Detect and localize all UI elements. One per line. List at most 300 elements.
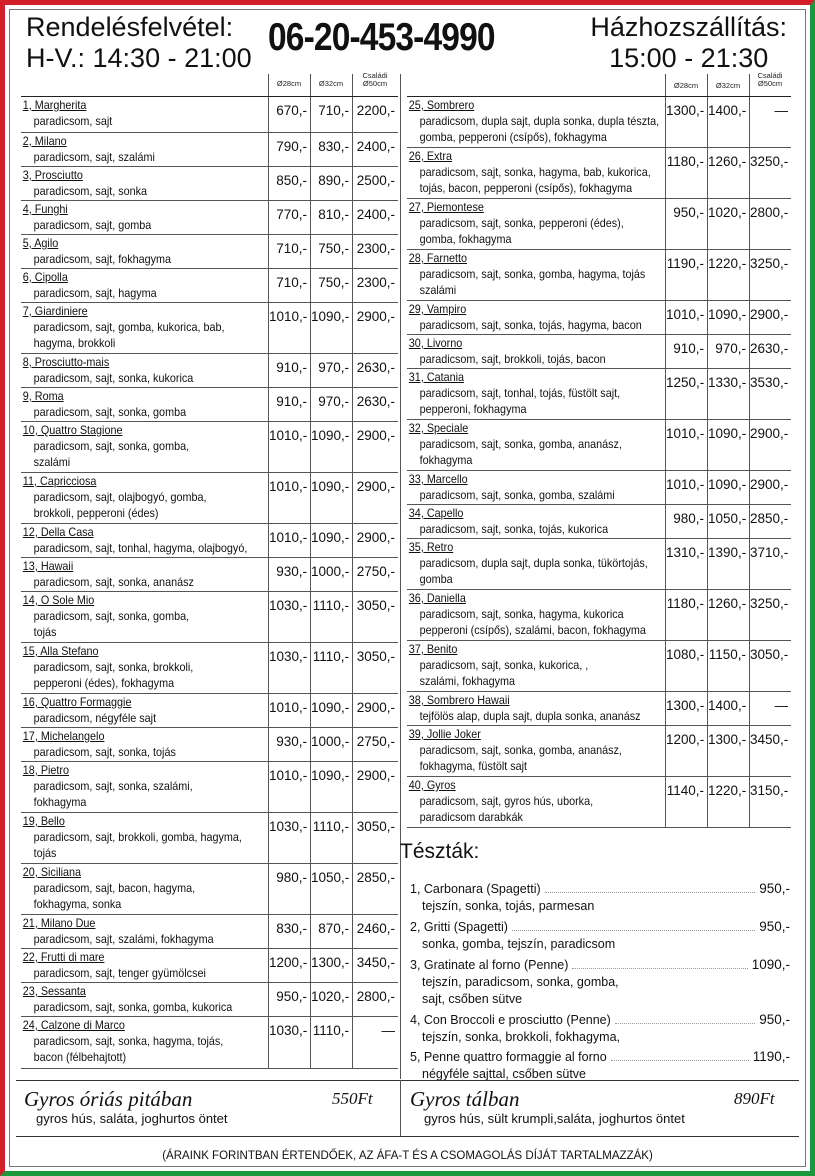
price-p3: 2750,- <box>352 558 398 591</box>
pasta-price: 950,- <box>759 1012 790 1027</box>
price-p3: 2900,- <box>352 762 398 812</box>
pizza-name: 21, Milano Due <box>22 916 96 930</box>
size-header-50-right: Ø50cm <box>757 79 783 88</box>
price-p2: 1110,- <box>310 592 352 642</box>
price-p1: 1030,- <box>268 813 310 863</box>
pasta-line <box>410 1011 790 1029</box>
pizza-ingredients: szalámi <box>33 455 71 469</box>
price-p1: 1010,- <box>268 303 310 353</box>
pizza-text <box>407 97 660 145</box>
price-p2: 1020,- <box>707 199 749 249</box>
price-p2: 1300,- <box>310 949 352 982</box>
pizza-name: 1, Margherita <box>22 98 87 112</box>
price-p3: — <box>749 692 791 725</box>
price-p2: 1050,- <box>310 864 352 914</box>
pizza-ingredients: paradicsom, négyféle sajt <box>33 711 157 725</box>
pizza-row <box>407 726 791 777</box>
price-p3: 2300,- <box>352 269 398 302</box>
price-p1: 1190,- <box>665 250 707 300</box>
pizza-row <box>21 915 398 949</box>
price-p1: 1310,- <box>665 539 707 589</box>
price-p1: 710,- <box>268 269 310 302</box>
order-time: H-V.: 14:30 - 21:00 <box>26 43 252 73</box>
size-header-32: Ø32cm <box>318 79 344 88</box>
pizza-ingredients: fokhagyma <box>33 795 87 809</box>
price-p1: 1010,- <box>665 420 707 470</box>
pizza-ingredients: szalámi, fokhagyma <box>419 674 516 688</box>
pizza-ingredients: paradicsom, sajt <box>33 114 113 128</box>
pizza-name: 2, Milano <box>22 134 67 148</box>
pizza-text <box>407 726 639 774</box>
size-header-family <box>352 72 398 88</box>
price-p2: 1000,- <box>310 558 352 591</box>
pizza-name: 23, Sessanta <box>22 984 86 998</box>
dot-leader <box>512 930 755 931</box>
price-p1: 790,- <box>268 133 310 166</box>
price-p2: 1390,- <box>707 539 749 589</box>
pizza-text <box>21 269 244 301</box>
pizza-row <box>21 728 398 762</box>
pizza-ingredients: paradicsom, sajt, sonka, hagyma, bab, kukorica, <box>419 165 651 179</box>
pizza-name: 28, Farnetto <box>408 251 468 265</box>
price-p3: — <box>352 1017 398 1068</box>
price-p1: 770,- <box>268 201 310 234</box>
pizza-text <box>407 250 646 298</box>
pasta-name: 2, Gritti (Spagetti) <box>410 920 508 934</box>
price-p2: 1090,- <box>310 524 352 557</box>
pizza-ingredients: bacon (félbehajtott) <box>33 1050 127 1064</box>
price-p1: 980,- <box>268 864 310 914</box>
pizza-text <box>407 148 651 196</box>
pizza-ingredients: paradicsom, sajt, sonka, gomba, hagyma, tojás <box>419 267 646 281</box>
price-p2: 1090,- <box>310 473 352 523</box>
pizza-text <box>407 590 646 638</box>
price-p3: 3050,- <box>352 643 398 693</box>
delivery-hours <box>590 12 787 74</box>
price-p3: 2900,- <box>352 422 398 472</box>
pasta-item <box>410 956 790 1008</box>
pizza-text <box>21 473 244 521</box>
pizza-name: 34, Capello <box>408 506 464 520</box>
price-p3: 2300,- <box>352 235 398 268</box>
price-p3: 2750,- <box>352 728 398 761</box>
price-p1: 850,- <box>268 167 310 200</box>
price-p2: 750,- <box>310 235 352 268</box>
pizza-ingredients: gomba <box>419 572 453 586</box>
price-p2: 1260,- <box>707 590 749 640</box>
pizza-ingredients: paradicsom, sajt, bacon, hagyma, <box>33 881 196 895</box>
price-p3: — <box>749 97 791 147</box>
pizza-row <box>21 592 398 643</box>
pizza-text <box>21 728 244 760</box>
price-p2: 1300,- <box>707 726 749 776</box>
price-p3: 2900,- <box>352 694 398 727</box>
pizza-name: 31, Catania <box>408 370 465 384</box>
pizza-ingredients: paradicsom, sajt, tonhal, tojás, füstölt sajt, <box>419 386 621 400</box>
pizza-text <box>21 133 244 165</box>
pizza-row <box>21 269 398 303</box>
pizza-text <box>21 422 244 470</box>
pizza-name: 27, Piemontese <box>408 200 484 214</box>
price-p1: 950,- <box>268 983 310 1016</box>
price-p1: 930,- <box>268 728 310 761</box>
pizza-row <box>407 471 791 505</box>
pizza-row <box>21 949 398 983</box>
price-p2: 970,- <box>707 335 749 368</box>
pizza-row <box>21 473 398 524</box>
pizza-ingredients: paradicsom, sajt, hagyma <box>33 286 157 300</box>
pizza-ingredients: gomba, pepperoni (csípős), fokhagyma <box>419 130 607 144</box>
size-header-28-right: Ø28cm <box>673 81 699 90</box>
pasta-ingredients: sonka, gomba, tejszín, paradicsom <box>422 937 616 951</box>
price-p3: 2800,- <box>352 983 398 1016</box>
pasta-name: 1, Carbonara (Spagetti) <box>410 882 541 896</box>
price-p1: 710,- <box>268 235 310 268</box>
pasta-price: 1190,- <box>752 1049 790 1064</box>
price-p1: 930,- <box>268 558 310 591</box>
pasta-ingredients: négyféle sajttal, csőben sütve <box>422 1067 586 1081</box>
pasta-line <box>410 956 790 974</box>
price-p1: 830,- <box>268 915 310 948</box>
pizza-text <box>21 303 244 351</box>
pizza-ingredients: hagyma, brokkoli <box>33 336 116 350</box>
pizza-name: 33, Marcello <box>408 472 468 486</box>
price-p3: 3530,- <box>749 369 791 419</box>
pasta-item <box>410 1011 790 1046</box>
pizza-text <box>21 592 244 640</box>
pizza-ingredients: paradicsom, sajt, gyros hús, uborka, <box>419 794 594 808</box>
pizza-text <box>21 558 244 590</box>
pizza-ingredients: paradicsom, sajt, sonka, gomba, <box>33 439 190 453</box>
price-p3: 2900,- <box>749 471 791 504</box>
price-p2: 1400,- <box>707 97 749 147</box>
footer-note: (ÁRAINK FORINTBAN ÉRTENDŐEK, AZ ÁFA-T ÉS A CSOMAGOLÁS DÍJÁT TARTALMAZZÁK) <box>162 1150 653 1162</box>
price-p2: 1090,- <box>707 420 749 470</box>
price-p3: 2400,- <box>352 133 398 166</box>
pizza-ingredients: pepperoni (csípős), szalámi, bacon, fokhagyma <box>419 623 646 637</box>
pasta-item <box>410 1048 790 1083</box>
dot-leader <box>545 892 756 893</box>
pizza-ingredients: tejfölös alap, dupla sajt, dupla sonka, ananász <box>419 709 641 723</box>
pizza-ingredients: paradicsom, sajt, sonka, tojás, hagyma, bacon <box>419 318 642 332</box>
gyros-plate-price: 890Ft <box>734 1089 775 1108</box>
pizza-text <box>21 813 244 861</box>
pizza-text <box>21 388 244 420</box>
pizza-row <box>21 813 398 864</box>
pizza-text <box>407 420 639 468</box>
pizza-ingredients: paradicsom, dupla sajt, dupla sonka, dupla tészta, <box>419 114 660 128</box>
price-p1: 910,- <box>268 388 310 421</box>
price-p3: 2400,- <box>352 201 398 234</box>
pizza-row <box>21 167 398 201</box>
pizza-text <box>21 983 244 1015</box>
pizza-row <box>21 1017 398 1069</box>
price-p3: 3710,- <box>749 539 791 589</box>
pizza-ingredients: paradicsom, sajt, sonka, ananász <box>33 575 194 589</box>
pizza-row <box>407 148 791 199</box>
price-p2: 1220,- <box>707 777 749 827</box>
price-p3: 2630,- <box>749 335 791 368</box>
pizza-text <box>21 762 244 810</box>
price-p2: 1090,- <box>310 762 352 812</box>
price-p1: 1200,- <box>268 949 310 982</box>
price-p2: 810,- <box>310 201 352 234</box>
price-p1: 1010,- <box>268 694 310 727</box>
pizza-name: 16, Quattro Formaggie <box>22 695 132 709</box>
pasta-title: Tészták: <box>400 840 480 863</box>
pizza-text <box>21 915 244 947</box>
pizza-name: 20, Siciliana <box>22 865 82 879</box>
pasta-ingredients: tejszín, sonka, brokkoli, fokhagyma, <box>422 1030 621 1044</box>
pizza-text <box>21 97 244 129</box>
pizza-name: 12, Della Casa <box>22 525 94 539</box>
price-p1: 670,- <box>268 97 310 132</box>
dot-leader <box>615 1023 755 1024</box>
pasta-price: 950,- <box>759 919 790 934</box>
pizza-ingredients: paradicsom, sajt, sonka <box>33 184 148 198</box>
price-p2: 1090,- <box>707 471 749 504</box>
pizza-ingredients: paradicsom, sajt, sonka, tojás <box>33 745 176 759</box>
price-p1: 1250,- <box>665 369 707 419</box>
phone-number[interactable]: 06-20-453-4990 <box>268 16 495 59</box>
delivery-label: Házhozszállítás: <box>590 12 787 42</box>
price-p2: 1090,- <box>310 303 352 353</box>
size-header-family-label-right: Családi <box>757 71 783 80</box>
pasta-price: 950,- <box>759 881 790 896</box>
price-p1: 910,- <box>665 335 707 368</box>
pizza-row <box>407 590 791 641</box>
pizza-text <box>407 505 639 537</box>
pizza-row <box>21 983 398 1017</box>
price-p2: 1110,- <box>310 1017 352 1068</box>
price-p2: 1050,- <box>707 505 749 538</box>
price-p2: 1090,- <box>707 301 749 334</box>
pizza-name: 39, Jollie Joker <box>408 727 481 741</box>
pizza-row <box>407 539 791 590</box>
price-p3: 2460,- <box>352 915 398 948</box>
pizza-name: 10, Quattro Stagione <box>22 423 123 437</box>
pizza-ingredients: paradicsom, sajt, fokhagyma <box>33 252 172 266</box>
pizza-row <box>407 505 791 539</box>
pizza-row <box>21 694 398 728</box>
price-p2: 1110,- <box>310 813 352 863</box>
pizza-name: 36, Daniella <box>408 591 466 605</box>
price-p2: 710,- <box>310 97 352 132</box>
pizza-ingredients: paradicsom, sajt, sonka, gomba, kukorica <box>33 1000 233 1014</box>
pizza-name: 29, Vampiro <box>408 302 467 316</box>
price-p3: 3450,- <box>352 949 398 982</box>
pasta-line <box>410 880 790 898</box>
price-p3: 2800,- <box>749 199 791 249</box>
price-p3: 2900,- <box>352 303 398 353</box>
pizza-name: 38, Sombrero Hawaii <box>408 693 510 707</box>
pizza-ingredients: paradicsom, sajt, sonka, brokkoli, <box>33 660 194 674</box>
size-header-32-right: Ø32cm <box>715 81 741 90</box>
price-p2: 870,- <box>310 915 352 948</box>
pizza-text <box>21 1017 244 1065</box>
price-p1: 1010,- <box>268 473 310 523</box>
price-p1: 910,- <box>268 354 310 387</box>
pizza-text <box>21 643 244 691</box>
gyros-pita-title: Gyros óriás pitában <box>24 1087 193 1111</box>
size-header-50: Ø50cm <box>362 79 388 88</box>
pizza-name: 14, O Sole Mio <box>22 593 95 607</box>
pizza-row <box>407 250 791 301</box>
pizza-ingredients: pepperoni, fokhagyma <box>419 402 527 416</box>
pizza-ingredients: paradicsom, sajt, sonka, pepperoni (édes), <box>419 216 624 230</box>
pizza-ingredients: paradicsom, sajt, gomba, kukorica, bab, <box>33 320 225 334</box>
pizza-row <box>21 558 398 592</box>
price-p1: 1010,- <box>665 301 707 334</box>
pizza-ingredients: paradicsom, sajt, gomba <box>33 218 152 232</box>
pizza-text <box>21 167 244 199</box>
price-p2: 1090,- <box>310 694 352 727</box>
pizza-row <box>407 692 791 726</box>
pizza-text <box>407 199 639 247</box>
pizza-text <box>21 235 244 267</box>
price-p2: 1020,- <box>310 983 352 1016</box>
price-p3: 2500,- <box>352 167 398 200</box>
pizza-name: 15, Alla Stefano <box>22 644 99 658</box>
pasta-line <box>410 918 790 936</box>
price-p2: 830,- <box>310 133 352 166</box>
pizza-name: 37, Benito <box>408 642 458 656</box>
delivery-time: 15:00 - 21:30 <box>609 43 769 73</box>
gyros-pita-desc: gyros hús, saláta, joghurtos öntet <box>36 1111 228 1126</box>
price-p2: 970,- <box>310 354 352 387</box>
pizza-row <box>21 643 398 694</box>
pasta-price: 1090,- <box>751 957 790 972</box>
pizza-name: 4, Funghi <box>22 202 68 216</box>
pizza-row <box>21 354 398 388</box>
pizza-ingredients: paradicsom darabkák <box>419 810 523 824</box>
price-p2: 1150,- <box>707 641 749 691</box>
price-p1: 980,- <box>665 505 707 538</box>
pizza-ingredients: fokhagyma <box>419 453 473 467</box>
price-p2: 1220,- <box>707 250 749 300</box>
price-p3: 3450,- <box>749 726 791 776</box>
pizza-row <box>21 97 398 133</box>
price-p2: 970,- <box>310 388 352 421</box>
pizza-ingredients: gomba, fokhagyma <box>419 232 512 246</box>
pizza-row <box>21 524 398 558</box>
pizza-ingredients: paradicsom, sajt, sonka, gomba, ananász, <box>419 743 622 757</box>
pizza-ingredients: paradicsom, sajt, sonka, gomba, <box>33 609 190 623</box>
price-p1: 1030,- <box>268 643 310 693</box>
pizza-row <box>21 201 398 235</box>
pizza-name: 35, Retro <box>408 540 454 554</box>
price-p3: 2630,- <box>352 354 398 387</box>
pizza-ingredients: paradicsom, sajt, sonka, tojás, kukorica <box>419 522 609 536</box>
gyros-plate-desc: gyros hús, sült krumpli,saláta, joghurtos öntet <box>424 1111 685 1126</box>
pizza-name: 18, Pietro <box>22 763 70 777</box>
pasta-item <box>410 880 790 915</box>
pasta-ingredients: tejszín, paradicsom, sonka, gomba, <box>422 975 619 989</box>
pizza-row <box>407 199 791 250</box>
pasta-ingredients: tejszín, sonka, tojás, parmesan <box>422 899 595 913</box>
price-p2: 890,- <box>310 167 352 200</box>
price-p2: 750,- <box>310 269 352 302</box>
pizza-row <box>407 641 791 692</box>
pizza-text <box>407 335 639 367</box>
price-p1: 1010,- <box>268 422 310 472</box>
price-p3: 2900,- <box>749 420 791 470</box>
price-p2: 1090,- <box>310 422 352 472</box>
pizza-name: 5, Agilo <box>22 236 59 250</box>
price-p1: 1200,- <box>665 726 707 776</box>
gyros-plate-title: Gyros tálban <box>410 1087 520 1111</box>
pasta-ingredients: sajt, csőben sütve <box>422 992 523 1006</box>
pizza-ingredients: fokhagyma, sonka <box>33 897 122 911</box>
pizza-ingredients: tojás <box>33 846 57 860</box>
price-p3: 3250,- <box>749 590 791 640</box>
price-p1: 1030,- <box>268 1017 310 1068</box>
price-p3: 3050,- <box>749 641 791 691</box>
pizza-ingredients: paradicsom, sajt, sonka, kukorica, , <box>419 658 589 672</box>
pizza-name: 8, Prosciutto-mais <box>22 355 110 369</box>
price-p1: 1180,- <box>665 590 707 640</box>
pizza-text <box>407 692 639 724</box>
price-p3: 3250,- <box>749 250 791 300</box>
pizza-name: 13, Hawaii <box>22 559 74 573</box>
pizza-ingredients: paradicsom, sajt, sonka, hagyma, kukorica <box>419 607 624 621</box>
pizza-ingredients: pepperoni (édes), fokhagyma <box>33 676 175 690</box>
price-p1: 1010,- <box>268 762 310 812</box>
price-p1: 1180,- <box>665 148 707 198</box>
pizza-name: 19, Bello <box>22 814 65 828</box>
pizza-name: 32, Speciale <box>408 421 469 435</box>
pizza-name: 26, Extra <box>408 149 453 163</box>
pizza-ingredients: paradicsom, sajt, sonka, gomba, ananász, <box>419 437 622 451</box>
price-p3: 2850,- <box>352 864 398 914</box>
pizza-row <box>21 422 398 473</box>
pizza-row <box>407 369 791 420</box>
pizza-name: 40, Gyros <box>408 778 456 792</box>
pizza-row <box>21 762 398 813</box>
pizza-row <box>407 420 791 471</box>
price-p1: 1300,- <box>665 97 707 147</box>
pizza-text <box>21 354 244 386</box>
pasta-name: 4, Con Broccoli e prosciutto (Penne) <box>410 1013 611 1027</box>
gyros-pita-price: 550Ft <box>332 1089 373 1108</box>
price-p2: 1330,- <box>707 369 749 419</box>
pizza-text <box>407 539 648 587</box>
pizza-text <box>407 471 639 503</box>
pizza-name: 6, Cipolla <box>22 270 68 284</box>
price-p1: 950,- <box>665 199 707 249</box>
pizza-ingredients: szalámi <box>419 283 457 297</box>
price-p3: 2200,- <box>352 97 398 132</box>
pizza-text <box>21 524 248 556</box>
pizza-ingredients: fokhagyma, füstölt sajt <box>419 759 528 773</box>
pizza-list-left <box>21 96 398 1069</box>
pizza-ingredients: paradicsom, sajt, szalámi <box>33 150 155 164</box>
dot-leader <box>611 1060 749 1061</box>
pizza-ingredients: brokkoli, pepperoni (édes) <box>33 506 159 520</box>
pizza-ingredients: paradicsom, sajt, sonka, gomba, szalámi <box>419 488 615 502</box>
pizza-text <box>21 949 244 981</box>
pizza-ingredients: tojás <box>33 625 57 639</box>
pizza-row <box>407 301 791 335</box>
price-p2: 1000,- <box>310 728 352 761</box>
dot-leader <box>572 968 747 969</box>
price-p3: 3050,- <box>352 592 398 642</box>
pizza-text <box>407 641 639 689</box>
pizza-row <box>407 777 791 828</box>
price-p3: 3150,- <box>749 777 791 827</box>
pizza-ingredients: tojás, bacon, pepperoni (csípős), fokhagyma <box>419 181 633 195</box>
pizza-text <box>407 369 639 417</box>
